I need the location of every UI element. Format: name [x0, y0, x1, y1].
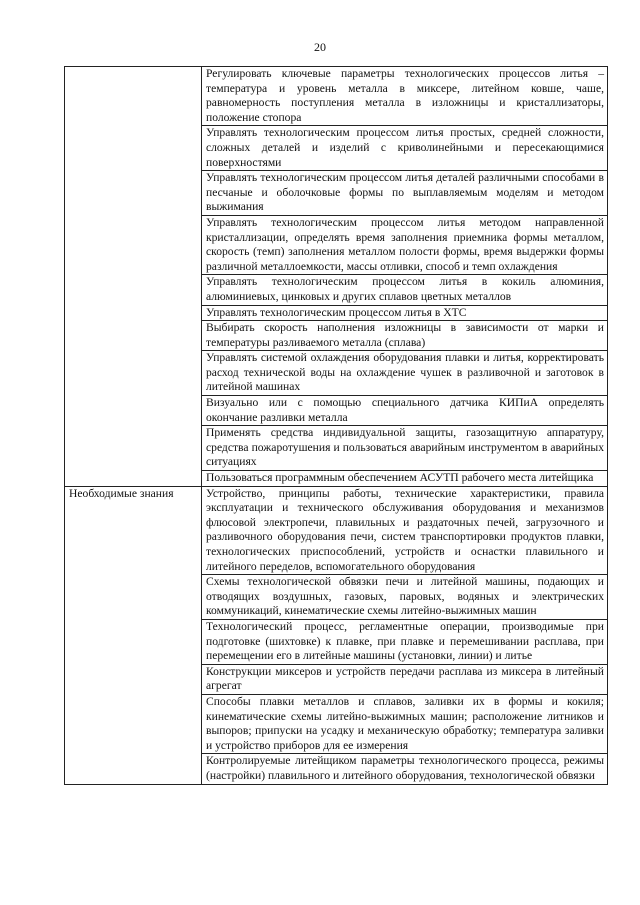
- requirement-item: Управлять технологическим процессом литья в ХТС: [202, 305, 608, 321]
- requirement-item: Пользоваться программным обеспечением АСУТП рабочего места литейщика: [202, 471, 608, 487]
- table-row: [65, 486, 608, 575]
- table-row: [65, 67, 608, 126]
- requirement-item: Выбирать скорость наполнения изложницы в зависимости от марки и температуры разливаемого металла (сплава): [202, 321, 608, 351]
- requirement-item: Устройство, принципы работы, технические характеристики, правила эксплуатации и технического обслуживания оборудования и механизмов флюсовой электропечи, плавильных и раздаточных печей, загрузочного и разливочного оборудования печи, систем транспортировки продуктов плавки, технологических приспособлений, устройств и оснастки плавильного и литейного переделов, вспомогательного оборудования: [202, 486, 608, 575]
- requirement-item: Управлять системой охлаждения оборудования плавки и литья, корректировать расход технической воды на охлаждение чушек в разливочной и заготовок в литейной машинах: [202, 351, 608, 396]
- requirement-item: Управлять технологическим процессом литья методом направленной кристаллизации, определять время заполнения приемника формы металлом, скорость (темп) заполнения металлом полости формы, время выдержки формы различной металлоемкости, массы отливки, способ и темп охлаждения: [202, 215, 608, 274]
- requirement-item: Конструкции миксеров и устройств передачи расплава из миксера в литейный агрегат: [202, 664, 608, 694]
- requirement-item: Контролируемые литейщиком параметры технологического процесса, режимы (настройки) плавильного и литейного оборудования, технологической обвязки: [202, 754, 608, 784]
- requirement-item: Визуально или с помощью специального датчика КИПиА определять окончание разливки металла: [202, 396, 608, 426]
- requirement-item: Схемы технологической обвязки печи и литейной машины, подающих и отводящих воздушных, газовых, паровых, водяных и электрических коммуникаций, кинематические схемы литейно-выжимных машин: [202, 575, 608, 620]
- requirement-item: Управлять технологическим процессом литья деталей различными способами в песчаные и оболочковые формы по выплавляемым моделям и методом выжимания: [202, 171, 608, 216]
- requirement-item: Регулировать ключевые параметры технологических процессов литья – температура и уровень металла в миксере, литейном ковше, чаше, равномерность поступления металла в изложницы и кристаллизаторы, положение стопора: [202, 67, 608, 126]
- page-number: 20: [314, 40, 326, 54]
- requirements-table: [64, 66, 608, 785]
- requirement-item: Применять средства индивидуальной защиты, газозащитную аппаратуру, средства пожаротушения и пользоваться аварийным инструментом в аварийных ситуациях: [202, 426, 608, 471]
- requirement-item: Управлять технологическим процессом литья в кокиль алюминия, алюминиевых, цинковых и других сплавов цветных металлов: [202, 275, 608, 305]
- section-label: [65, 67, 202, 487]
- section-label: Необходимые знания: [65, 486, 202, 784]
- table-body: [65, 67, 608, 785]
- requirement-item: Управлять технологическим процессом литья простых, средней сложности, сложных деталей и изделий с криволинейными и пересекающимися поверхностями: [202, 126, 608, 171]
- requirement-item: Технологический процесс, регламентные операции, производимые при подготовке (шихтовке) к плавке, при плавке и перемешивании расплава, при перемещении его в литейные машины (установки, линии) и литье: [202, 619, 608, 664]
- requirement-item: Способы плавки металлов и сплавов, заливки их в формы и кокиля; кинематические схемы литейно-выжимных машин; расположение литников и выпоров; припуски на усадку и механическую обработку; температура заливки и устройство приборов для ее измерения: [202, 694, 608, 753]
